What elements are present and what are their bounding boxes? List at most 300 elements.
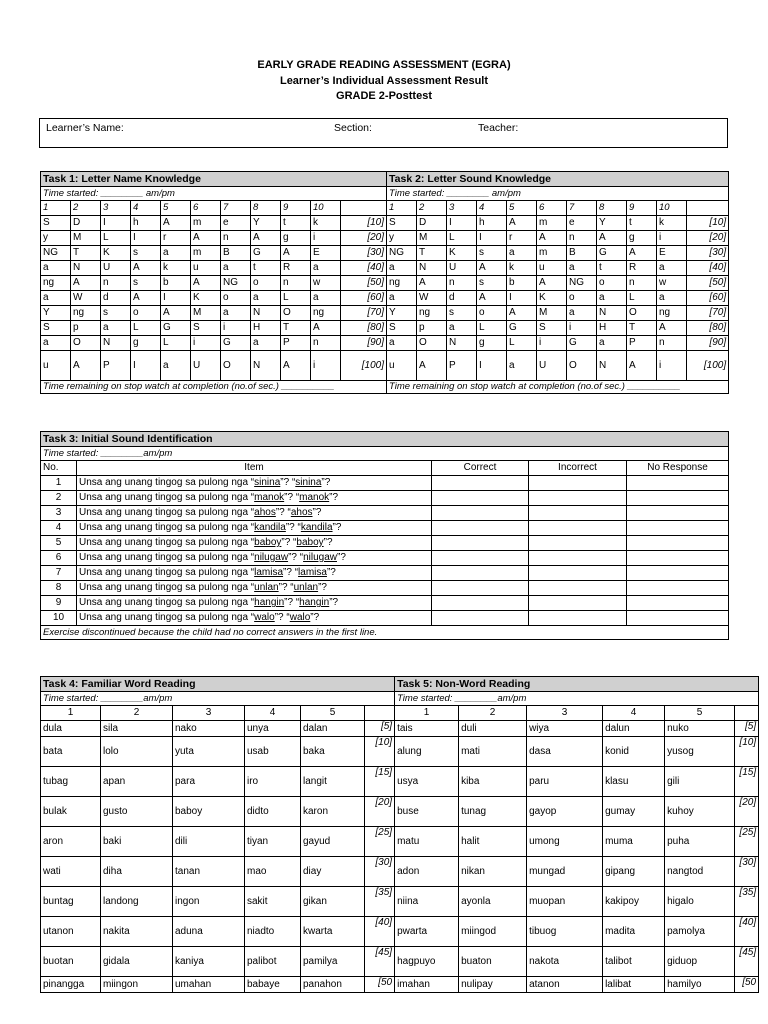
task4-word-cell: nako bbox=[173, 721, 245, 737]
task4-word-cell: gusto bbox=[101, 797, 173, 827]
task4-word-cell: sila bbox=[101, 721, 173, 737]
task2-letter-cell: r bbox=[507, 231, 537, 246]
task1-letter-cell: N bbox=[251, 351, 281, 381]
task1-letter-cell: L bbox=[101, 231, 131, 246]
task5-row-count: [30] bbox=[735, 857, 759, 887]
task5-col-header: 4 bbox=[603, 706, 665, 721]
question-mid: ”? “ bbox=[283, 567, 299, 578]
question-end: ”? bbox=[312, 507, 322, 518]
task1-letter-cell: o bbox=[131, 306, 161, 321]
task1-row-count: [100] bbox=[341, 351, 387, 381]
task2-col-header: 5 bbox=[507, 201, 537, 216]
task4-word-cell: tubag bbox=[41, 767, 101, 797]
task1-remaining: Time remaining on stop watch at completion (no.of sec.) __________ bbox=[41, 381, 387, 394]
question-word: manok bbox=[254, 492, 285, 503]
task1-row-count: [20] bbox=[341, 231, 387, 246]
task4-word-cell: gayud bbox=[301, 827, 365, 857]
task5-word-cell: dasa bbox=[527, 737, 603, 767]
answer-correct-cell bbox=[432, 566, 529, 581]
answer-noresponse-cell bbox=[627, 506, 729, 521]
item-number: 3 bbox=[41, 506, 77, 521]
task2-letter-cell: m bbox=[537, 246, 567, 261]
task2-letter-cell: R bbox=[627, 261, 657, 276]
task1-letter-cell: a bbox=[161, 351, 191, 381]
task2-row-count: [40] bbox=[687, 261, 729, 276]
task2-letter-cell: a bbox=[387, 291, 417, 306]
answer-incorrect-cell bbox=[529, 611, 627, 626]
task2-letter-cell: L bbox=[477, 321, 507, 336]
answer-incorrect-cell bbox=[529, 536, 627, 551]
task1-letter-cell: I bbox=[161, 291, 191, 306]
task5-word-cell: tibuog bbox=[527, 917, 603, 947]
task1-letter-cell: h bbox=[131, 216, 161, 231]
col-no-header: No. bbox=[41, 461, 77, 476]
task2-col-header: 2 bbox=[417, 201, 447, 216]
task5-word-cell: kiba bbox=[459, 767, 527, 797]
task4-col-header: 1 bbox=[41, 706, 101, 721]
task5-word-cell: nakota bbox=[527, 947, 603, 977]
task4-word-cell: pinangga bbox=[41, 977, 101, 993]
task1-letter-cell: NG bbox=[221, 276, 251, 291]
task4-word-cell: kaniya bbox=[173, 947, 245, 977]
task2-letter-cell: a bbox=[507, 351, 537, 381]
answer-correct-cell bbox=[432, 611, 529, 626]
answer-correct-cell bbox=[432, 581, 529, 596]
task4-word-cell: niadto bbox=[245, 917, 301, 947]
task2-letter-cell: O bbox=[567, 351, 597, 381]
question-word: nilugaw bbox=[254, 552, 289, 563]
task1-letter-cell: I bbox=[101, 216, 131, 231]
task1-row-count: [30] bbox=[341, 246, 387, 261]
task4-col-header: 2 bbox=[101, 706, 173, 721]
task1-letter-cell: b bbox=[161, 276, 191, 291]
task2-letter-cell: k bbox=[507, 261, 537, 276]
task5-word-cell: hamilyo bbox=[665, 977, 735, 993]
task1-letter-cell: E bbox=[311, 246, 341, 261]
item-question bbox=[77, 506, 432, 521]
task5-col-header-blank bbox=[735, 706, 759, 721]
task5-word-cell: pwarta bbox=[395, 917, 459, 947]
answer-noresponse-cell bbox=[627, 551, 729, 566]
task4-word-cell: dili bbox=[173, 827, 245, 857]
answer-noresponse-cell bbox=[627, 611, 729, 626]
section-label: Section: bbox=[334, 122, 372, 134]
item-question bbox=[77, 611, 432, 626]
task2-letter-cell: A bbox=[507, 306, 537, 321]
task5-word-cell: nulipay bbox=[459, 977, 527, 993]
task2-letter-cell: B bbox=[567, 246, 597, 261]
word-reading-table bbox=[40, 676, 759, 993]
answer-correct-cell bbox=[432, 476, 529, 491]
task4-word-cell: tanan bbox=[173, 857, 245, 887]
question-end: ”? bbox=[321, 477, 331, 488]
task3-time: Time started: ________am/pm bbox=[41, 447, 729, 461]
task4-word-cell: panahon bbox=[301, 977, 365, 993]
task1-letter-cell: y bbox=[41, 231, 71, 246]
task1-letter-cell: a bbox=[311, 261, 341, 276]
task2-letter-cell: A bbox=[417, 276, 447, 291]
question-end: ”? bbox=[310, 612, 320, 623]
task1-letter-cell: s bbox=[101, 306, 131, 321]
task2-letter-cell: ng bbox=[417, 306, 447, 321]
question-end: ”? bbox=[329, 492, 339, 503]
col-noresponse-header: No Response bbox=[627, 461, 729, 476]
task2-title: Task 2: Letter Sound Knowledge bbox=[387, 172, 729, 187]
task2-letter-cell: G bbox=[597, 246, 627, 261]
answer-incorrect-cell bbox=[529, 506, 627, 521]
task1-letter-cell: i bbox=[221, 321, 251, 336]
task1-letter-cell: a bbox=[251, 336, 281, 351]
item-question bbox=[77, 596, 432, 611]
task1-letter-cell: n bbox=[281, 276, 311, 291]
task5-row-count: [45] bbox=[735, 947, 759, 977]
task4-row-count: [10] bbox=[365, 737, 395, 767]
task2-row-count: [100] bbox=[687, 351, 729, 381]
question-end: ”? bbox=[323, 537, 333, 548]
task4-word-cell: diay bbox=[301, 857, 365, 887]
task2-letter-cell: n bbox=[567, 231, 597, 246]
task1-letter-cell: s bbox=[131, 246, 161, 261]
task5-word-cell: atanon bbox=[527, 977, 603, 993]
task4-word-cell: miingon bbox=[101, 977, 173, 993]
question-mid: ”? “ bbox=[274, 612, 290, 623]
task1-letter-cell: A bbox=[161, 306, 191, 321]
task5-word-cell: konid bbox=[603, 737, 665, 767]
task2-letter-cell: w bbox=[657, 276, 687, 291]
task2-letter-cell: t bbox=[597, 261, 627, 276]
question-mid: ”? “ bbox=[285, 522, 301, 533]
task2-letter-cell: U bbox=[447, 261, 477, 276]
task1-letter-cell: N bbox=[251, 306, 281, 321]
task1-letter-cell: H bbox=[251, 321, 281, 336]
question-word-repeat: unlan bbox=[293, 582, 319, 593]
task5-word-cell: paru bbox=[527, 767, 603, 797]
task1-letter-cell: L bbox=[281, 291, 311, 306]
task4-word-cell: baboy bbox=[173, 797, 245, 827]
task1-col-header: 3 bbox=[101, 201, 131, 216]
task4-word-cell: dalan bbox=[301, 721, 365, 737]
task1-letter-cell: T bbox=[71, 246, 101, 261]
task1-letter-cell: t bbox=[251, 261, 281, 276]
task2-letter-cell: S bbox=[387, 321, 417, 336]
item-question bbox=[77, 536, 432, 551]
task1-row-count: [40] bbox=[341, 261, 387, 276]
question-word-repeat: nilugaw bbox=[303, 552, 337, 563]
task4-col-header: 4 bbox=[245, 706, 301, 721]
task1-letter-cell: n bbox=[101, 276, 131, 291]
task1-letter-cell: L bbox=[131, 321, 161, 336]
task2-letter-cell: a bbox=[597, 291, 627, 306]
task4-word-cell: unya bbox=[245, 721, 301, 737]
task1-row-count: [50] bbox=[341, 276, 387, 291]
task1-letter-cell: M bbox=[191, 306, 221, 321]
task1-letter-cell: a bbox=[41, 336, 71, 351]
task1-letter-cell: Y bbox=[251, 216, 281, 231]
task2-letter-cell: s bbox=[477, 276, 507, 291]
question-word-repeat: manok bbox=[299, 492, 330, 503]
task5-word-cell: madita bbox=[603, 917, 665, 947]
task5-word-cell: giduop bbox=[665, 947, 735, 977]
task5-word-cell: adon bbox=[395, 857, 459, 887]
task4-word-cell: bulak bbox=[41, 797, 101, 827]
task2-letter-cell: N bbox=[447, 336, 477, 351]
task5-word-cell: alung bbox=[395, 737, 459, 767]
task1-letter-cell: m bbox=[191, 246, 221, 261]
task1-row-count: [10] bbox=[341, 216, 387, 231]
task2-letter-cell: T bbox=[417, 246, 447, 261]
task5-word-cell: usya bbox=[395, 767, 459, 797]
task4-row-count: [40] bbox=[365, 917, 395, 947]
task5-word-cell: nuko bbox=[665, 721, 735, 737]
task2-letter-cell: NG bbox=[567, 276, 597, 291]
task1-letter-cell: a bbox=[221, 306, 251, 321]
task2-letter-cell: L bbox=[447, 231, 477, 246]
task1-col-header: 10 bbox=[311, 201, 341, 216]
task2-col-header: 4 bbox=[477, 201, 507, 216]
task2-letter-cell: N bbox=[597, 306, 627, 321]
task2-letter-cell: p bbox=[417, 321, 447, 336]
question-end: ”? bbox=[332, 522, 342, 533]
question-prefix: Unsa ang unang tingog sa pulong nga “ bbox=[79, 597, 255, 608]
task2-letter-cell: K bbox=[447, 246, 477, 261]
item-number: 4 bbox=[41, 521, 77, 536]
task2-row-count: [50] bbox=[687, 276, 729, 291]
question-mid: ”? “ bbox=[281, 537, 297, 548]
task4-row-count: [20] bbox=[365, 797, 395, 827]
task2-letter-cell: g bbox=[627, 231, 657, 246]
task1-col-header: 9 bbox=[281, 201, 311, 216]
task4-word-cell: para bbox=[173, 767, 245, 797]
question-end: ”? bbox=[318, 582, 327, 593]
task2-letter-cell: o bbox=[567, 291, 597, 306]
question-mid: ”? “ bbox=[275, 507, 291, 518]
task2-letter-cell: W bbox=[417, 291, 447, 306]
task5-row-count: [25] bbox=[735, 827, 759, 857]
col-correct-header: Correct bbox=[432, 461, 529, 476]
question-mid: ”? “ bbox=[280, 477, 296, 488]
task2-letter-cell: A bbox=[417, 351, 447, 381]
task1-letter-cell: A bbox=[161, 216, 191, 231]
task2-letter-cell: i bbox=[567, 321, 597, 336]
task2-letter-cell: H bbox=[597, 321, 627, 336]
task4-word-cell: buotan bbox=[41, 947, 101, 977]
header-title: EARLY GRADE READING ASSESSMENT (EGRA) bbox=[257, 59, 511, 71]
task1-letter-cell: n bbox=[221, 231, 251, 246]
task4-word-cell: nakita bbox=[101, 917, 173, 947]
task1-letter-cell: N bbox=[101, 336, 131, 351]
task1-letter-cell: S bbox=[41, 321, 71, 336]
task4-word-cell: palibot bbox=[245, 947, 301, 977]
task1-col-header: 6 bbox=[191, 201, 221, 216]
task5-word-cell: imahan bbox=[395, 977, 459, 993]
task1-letter-cell: e bbox=[221, 216, 251, 231]
task1-letter-cell: A bbox=[311, 321, 341, 336]
task2-letter-cell: d bbox=[447, 291, 477, 306]
task2-col-header: 6 bbox=[537, 201, 567, 216]
task1-letter-cell: o bbox=[251, 276, 281, 291]
item-question bbox=[77, 491, 432, 506]
task2-letter-cell: a bbox=[507, 246, 537, 261]
task4-word-cell: didto bbox=[245, 797, 301, 827]
task2-letter-cell: O bbox=[417, 336, 447, 351]
task5-word-cell: ayonla bbox=[459, 887, 527, 917]
task5-word-cell: kakipoy bbox=[603, 887, 665, 917]
task1-letter-cell: B bbox=[221, 246, 251, 261]
task2-letter-cell: a bbox=[657, 291, 687, 306]
question-word: sinina bbox=[254, 477, 281, 488]
item-question bbox=[77, 521, 432, 536]
item-number: 6 bbox=[41, 551, 77, 566]
task1-letter-cell: n bbox=[311, 336, 341, 351]
task5-row-count: [50 bbox=[735, 977, 759, 993]
task2-letter-cell: i bbox=[657, 231, 687, 246]
task1-letter-cell: R bbox=[281, 261, 311, 276]
task2-col-header: 1 bbox=[387, 201, 417, 216]
task4-title: Task 4: Familiar Word Reading bbox=[41, 677, 395, 692]
task2-letter-cell: I bbox=[477, 351, 507, 381]
question-mid: ”? “ bbox=[284, 492, 300, 503]
task5-col-header: 3 bbox=[527, 706, 603, 721]
task5-row-count: [40] bbox=[735, 917, 759, 947]
answer-noresponse-cell bbox=[627, 596, 729, 611]
task2-letter-cell: G bbox=[567, 336, 597, 351]
task1-letter-cell: A bbox=[191, 276, 221, 291]
question-word: lamisa bbox=[254, 567, 284, 578]
item-question bbox=[77, 551, 432, 566]
task4-word-cell: aduna bbox=[173, 917, 245, 947]
task2-letter-cell: a bbox=[597, 336, 627, 351]
task1-letter-cell: a bbox=[41, 261, 71, 276]
question-prefix: Unsa ang unang tingog sa pulong nga “ bbox=[79, 522, 255, 533]
question-prefix: Unsa ang unang tingog sa pulong nga “ bbox=[79, 492, 255, 503]
task1-letter-cell: i bbox=[191, 336, 221, 351]
task2-letter-cell: K bbox=[537, 291, 567, 306]
task3-title: Task 3: Initial Sound Identification bbox=[41, 432, 729, 447]
task2-letter-cell: S bbox=[387, 216, 417, 231]
task2-letter-cell: o bbox=[477, 306, 507, 321]
task2-letter-cell: t bbox=[627, 216, 657, 231]
task2-letter-cell: n bbox=[657, 336, 687, 351]
answer-correct-cell bbox=[432, 596, 529, 611]
task1-col-header: 1 bbox=[41, 201, 71, 216]
task1-letter-cell: S bbox=[41, 216, 71, 231]
task2-letter-cell: i bbox=[657, 351, 687, 381]
question-word: hangin bbox=[254, 597, 285, 608]
task2-letter-cell: U bbox=[537, 351, 567, 381]
task2-letter-cell: o bbox=[597, 276, 627, 291]
task4-word-cell: lolo bbox=[101, 737, 173, 767]
task2-letter-cell: A bbox=[537, 231, 567, 246]
task4-word-cell: baki bbox=[101, 827, 173, 857]
task1-letter-cell: O bbox=[221, 351, 251, 381]
task2-letter-cell: n bbox=[447, 276, 477, 291]
task5-word-cell: matu bbox=[395, 827, 459, 857]
task5-word-cell: kuhoy bbox=[665, 797, 735, 827]
task4-word-cell: baka bbox=[301, 737, 365, 767]
question-word-repeat: hangin bbox=[299, 597, 330, 608]
task1-letter-cell: a bbox=[311, 291, 341, 306]
task1-letter-cell: ng bbox=[311, 306, 341, 321]
task5-row-count: [20] bbox=[735, 797, 759, 827]
task1-letter-cell: p bbox=[71, 321, 101, 336]
task2-letter-cell: ng bbox=[657, 306, 687, 321]
task2-letter-cell: A bbox=[477, 291, 507, 306]
answer-correct-cell bbox=[432, 491, 529, 506]
answer-correct-cell bbox=[432, 521, 529, 536]
item-number: 8 bbox=[41, 581, 77, 596]
question-word-repeat: ahos bbox=[290, 507, 313, 518]
task2-col-header: 9 bbox=[627, 201, 657, 216]
item-number: 2 bbox=[41, 491, 77, 506]
item-number: 7 bbox=[41, 566, 77, 581]
task1-letter-cell: s bbox=[131, 276, 161, 291]
task4-col-header-blank bbox=[365, 706, 395, 721]
initial-sound-table bbox=[40, 431, 729, 640]
task2-letter-cell: G bbox=[507, 321, 537, 336]
task2-letter-cell: A bbox=[627, 351, 657, 381]
task5-word-cell: miingod bbox=[459, 917, 527, 947]
task5-word-cell: lalibat bbox=[603, 977, 665, 993]
task2-letter-cell: I bbox=[477, 231, 507, 246]
task1-col-header: 2 bbox=[71, 201, 101, 216]
task2-letter-cell: a bbox=[567, 261, 597, 276]
task1-row-count: [80] bbox=[341, 321, 387, 336]
question-prefix: Unsa ang unang tingog sa pulong nga “ bbox=[79, 567, 255, 578]
col-incorrect-header: Incorrect bbox=[529, 461, 627, 476]
answer-noresponse-cell bbox=[627, 521, 729, 536]
task1-letter-cell: G bbox=[161, 321, 191, 336]
answer-noresponse-cell bbox=[627, 476, 729, 491]
task2-letter-cell: A bbox=[537, 276, 567, 291]
task5-word-cell: dalun bbox=[603, 721, 665, 737]
answer-incorrect-cell bbox=[529, 476, 627, 491]
learner-info-box bbox=[39, 118, 728, 148]
task4-word-cell: buntag bbox=[41, 887, 101, 917]
question-word-repeat: kandila bbox=[300, 522, 333, 533]
task2-letter-cell: E bbox=[657, 246, 687, 261]
task2-letter-cell: k bbox=[657, 216, 687, 231]
task4-col-header: 5 bbox=[301, 706, 365, 721]
task5-word-cell: pamolya bbox=[665, 917, 735, 947]
task1-letter-cell: d bbox=[101, 291, 131, 306]
task4-word-cell: ingon bbox=[173, 887, 245, 917]
answer-correct-cell bbox=[432, 536, 529, 551]
task5-col-header: 1 bbox=[395, 706, 459, 721]
task5-word-cell: wiya bbox=[527, 721, 603, 737]
task2-row-count: [70] bbox=[687, 306, 729, 321]
task1-col-header-blank bbox=[341, 201, 387, 216]
task2-col-header: 8 bbox=[597, 201, 627, 216]
question-prefix: Unsa ang unang tingog sa pulong nga “ bbox=[79, 552, 255, 563]
task4-row-count: [35] bbox=[365, 887, 395, 917]
task2-letter-cell: a bbox=[567, 306, 597, 321]
task1-letter-cell: P bbox=[281, 336, 311, 351]
question-word-repeat: sinina bbox=[295, 477, 322, 488]
task2-letter-cell: S bbox=[537, 321, 567, 336]
answer-incorrect-cell bbox=[529, 551, 627, 566]
task4-word-cell: usab bbox=[245, 737, 301, 767]
question-word-repeat: lamisa bbox=[298, 567, 327, 578]
task5-word-cell: higalo bbox=[665, 887, 735, 917]
task1-letter-cell: I bbox=[131, 351, 161, 381]
task2-row-count: [30] bbox=[687, 246, 729, 261]
task1-letter-cell: D bbox=[71, 216, 101, 231]
task1-letter-cell: A bbox=[281, 351, 311, 381]
task1-letter-cell: A bbox=[71, 351, 101, 381]
question-word-repeat: baboy bbox=[296, 537, 324, 548]
task1-letter-cell: m bbox=[191, 216, 221, 231]
task2-letter-cell: m bbox=[537, 216, 567, 231]
